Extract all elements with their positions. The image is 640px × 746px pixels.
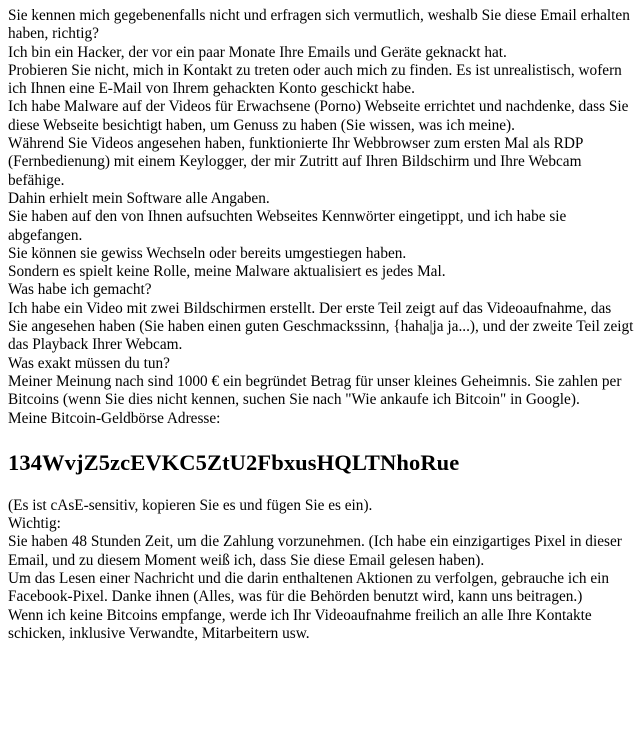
text-line-important: Wichtig: xyxy=(8,515,61,533)
text-line-question-do: Was exakt müssen du tun? xyxy=(8,354,170,372)
text-line-passwords: Sie haben auf den von Ihnen aufsuchten Webseites Kennwörter eingetippt, und ich habe sie abgefangen. xyxy=(8,208,567,244)
text-line-case-sensitive: (Es ist cAsE-sensitiv, kopieren Sie es und fügen Sie es ein). xyxy=(8,496,373,514)
text-line-update: Sondern es spielt keine Rolle, meine Malware aktualisiert es jedes Mal. xyxy=(8,263,446,281)
text-line-wallet-label: Meine Bitcoin-Geldbörse Adresse: xyxy=(8,409,221,427)
text-line-video: Ich habe ein Video mit zwei Bildschirmen erstellt. Der erste Teil zeigt auf das Videoaufnahme, das Sie angesehen haben (Sie haben einen guten Geschmackssinn, {haha|ja ja...), und der zweite Teil zeigt das Playback Ihrer Webcam. xyxy=(8,299,634,354)
text-line-threat: Wenn ich keine Bitcoins empfange, werde ich Ihr Videoaufnahme freilich an alle Ihre Kontakte schicken, inklusive Verwandte, Mitarbeitern usw. xyxy=(8,606,592,642)
wallet-address[interactable]: 134WvjZ5zcEVKC5ZtU2FbxusHQLTNhoRue xyxy=(8,449,460,475)
text-line-payment: Meiner Meinung nach sind 1000 € ein begründet Betrag für unser kleines Geheimnis. Sie zahlen per Bitcoins (wenn Sie dies nicht kennen, suchen Sie nach "Wie ankaufe ich Bitcoin" in Google). xyxy=(8,372,622,409)
text-line-question-done: Was habe ich gemacht? xyxy=(8,281,152,299)
text-line-contact: Probieren Sie nicht, mich in Kontakt zu treten oder auch mich zu finden. Es ist unrealistisch, wofern ich Ihnen eine E-Mail von Ihrem gehackten Konto geschickt habe. xyxy=(8,61,622,98)
text-line-data: Dahin erhielt mein Software alle Angaben. xyxy=(8,189,270,207)
text-line-deadline: Sie haben 48 Stunden Zeit, um die Zahlung vorzunehmen. (Ich habe ein einzigartiges Pixel in dieser Email, und zu diesem Moment weiß ich, dass Sie diese Email gelesen haben). xyxy=(8,533,622,569)
text-line-intro: Sie kennen mich gegebenenfalls nicht und erfragen sich vermutlich, weshalb Sie diese Email erhalten haben, richtig? xyxy=(8,7,630,43)
text-line-hacker: Ich bin ein Hacker, der vor ein paar Monate Ihre Emails und Geräte geknackt hat. xyxy=(8,43,507,61)
text-line-pixel: Um das Lesen einer Nachricht und die darin enthaltenen Aktionen zu verfolgen, gebrauche ich ein Facebook-Pixel. Danke ihnen (Alles, was für die Behörden benutzt wird, kann uns beitragen.) xyxy=(8,570,610,606)
text-line-malware: Ich habe Malware auf der Videos für Erwachsene (Porno) Webseite errichtet und nachdenke, dass Sie diese Webseite besichtigt haben, um Genuss zu haben (Sie wissen, was ich meine). xyxy=(8,98,629,134)
email-body xyxy=(8,7,634,643)
text-line-change: Sie können sie gewiss Wechseln oder bereits umgestiegen haben. xyxy=(8,244,407,262)
text-line-keylogger: Während Sie Videos angesehen haben, funktionierte Ihr Webbrowser zum ersten Mal als RDP (Fernbedienung) mit einem Keylogger, der mir Zutritt auf Ihren Bildschirm und Ihre Webcam befähige. xyxy=(8,135,583,189)
